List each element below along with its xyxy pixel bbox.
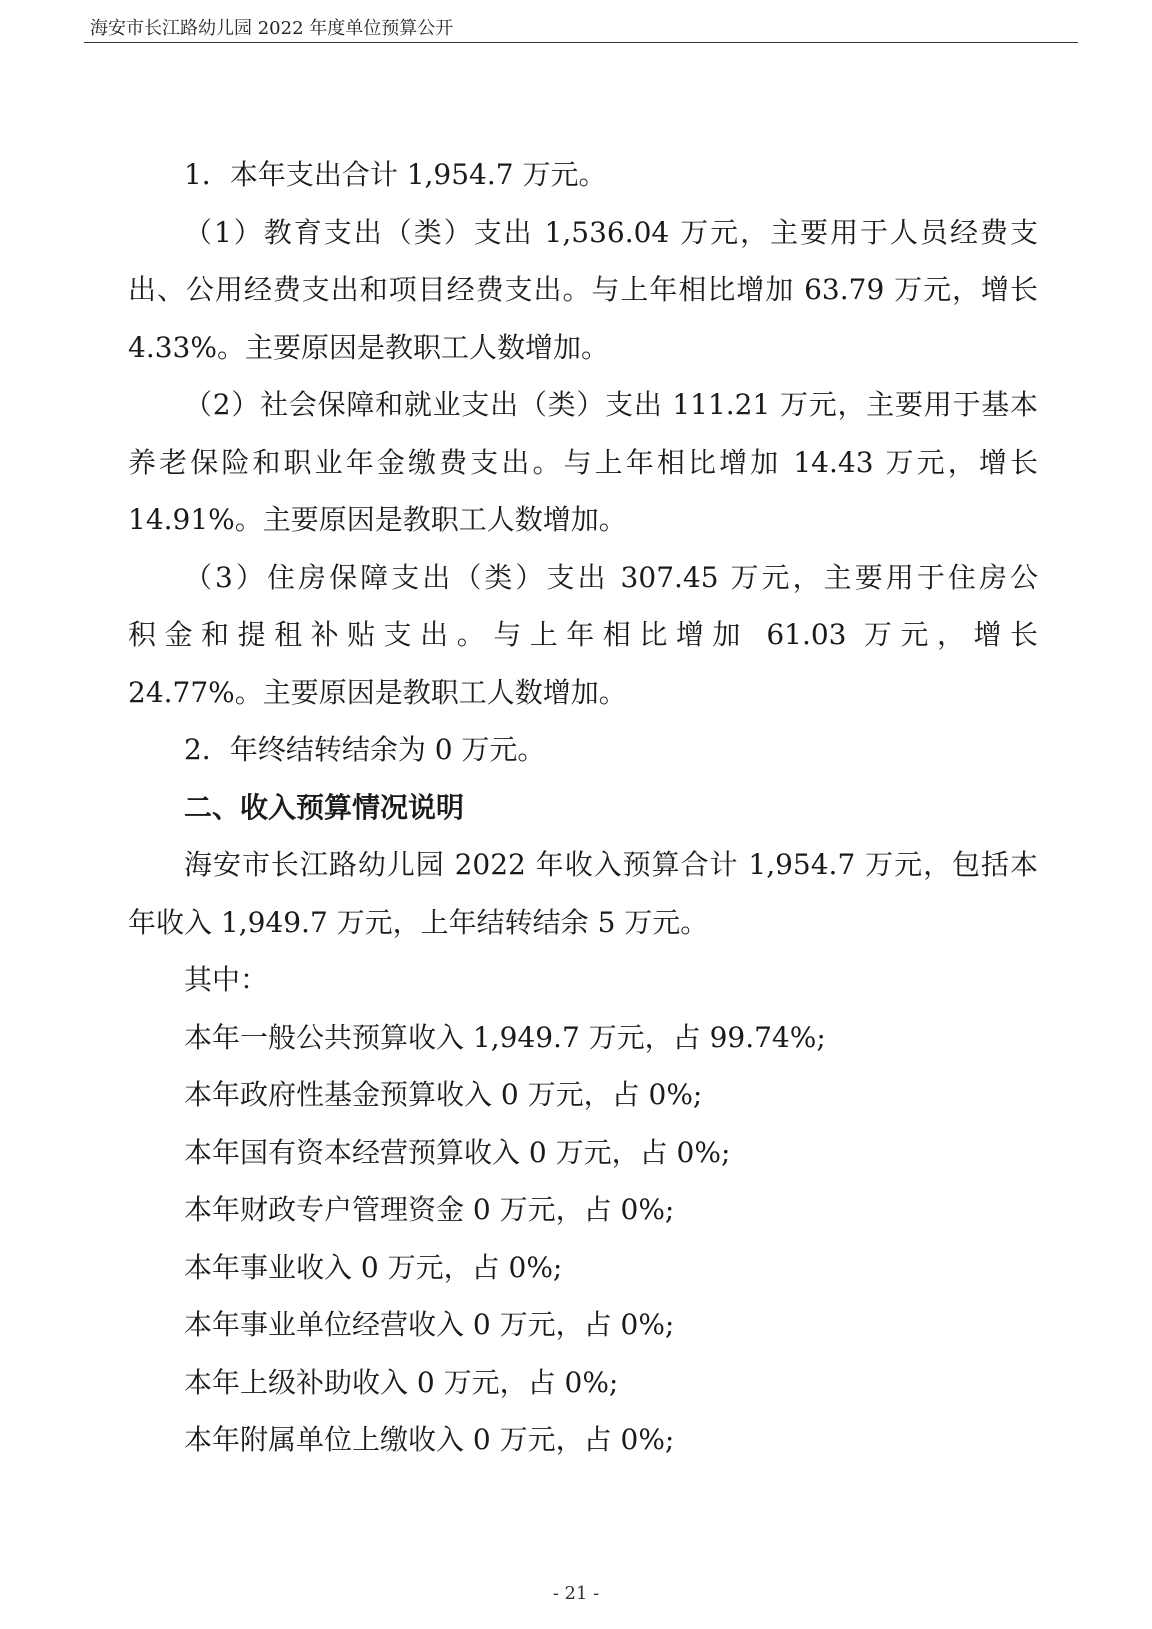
- income-item: 本年事业收入 0 万元，占 0%;: [184, 1250, 563, 1284]
- carryover-paragraph: 2．年终结转结余为 0 万元。: [184, 733, 546, 766]
- page-header-title: 海安市长江路幼儿园 2022 年度单位预算公开: [90, 18, 454, 39]
- social-security-expense-paragraph: （2）社会保障和就业支出（类）支出 111.21 万元，主要用于基本养老保险和职业年金缴费支出。与上年相比增加 14.43 万元，增长 14.91%。主要原因是教职工人数增加。: [128, 388, 1038, 536]
- housing-expense-line-2: 积金和提租补贴支出。与上年相比增加 61.03 万元，增长: [128, 618, 1038, 651]
- income-summary-paragraph: 海安市长江路幼儿园 2022 年收入预算合计 1,954.7 万元，包括本年收入 1,949.7 万元，上年结转结余 5 万元。: [128, 848, 1038, 939]
- income-item: 本年事业单位经营收入 0 万元，占 0%;: [184, 1308, 675, 1341]
- page-number: - 21 -: [552, 1583, 600, 1604]
- expense-total-paragraph: 1．本年支出合计 1,954.7 万元。: [184, 158, 607, 191]
- income-item: 本年财政专户管理资金 0 万元，占 0%;: [184, 1193, 675, 1226]
- housing-expense-line-3: 24.77%。主要原因是教职工人数增加。: [128, 675, 627, 709]
- income-item: 本年国有资本经营预算收入 0 万元，占 0%;: [184, 1135, 731, 1169]
- education-expense-paragraph: （1）教育支出（类）支出 1,536.04 万元，主要用于人员经费支出、公用经费支出和项目经费支出。与上年相比增加 63.79 万元，增长 4.33%。主要原因是教职工人数增加。: [128, 215, 1038, 364]
- section-heading: 二、收入预算情况说明: [184, 790, 465, 824]
- income-item: 本年一般公共预算收入 1,949.7 万元，占 99.74%;: [184, 1020, 826, 1054]
- among-label: 其中：: [184, 963, 269, 996]
- document-body: [128, 146, 1038, 1469]
- header-divider: [84, 42, 1078, 43]
- income-item: 本年附属单位上缴收入 0 万元，占 0%;: [184, 1423, 675, 1456]
- income-item: 本年政府性基金预算收入 0 万元，占 0%;: [184, 1078, 703, 1111]
- housing-expense-line-1: （3）住房保障支出（类）支出 307.45 万元，主要用于住房公: [184, 560, 1038, 594]
- income-item: 本年上级补助收入 0 万元，占 0%;: [184, 1365, 619, 1399]
